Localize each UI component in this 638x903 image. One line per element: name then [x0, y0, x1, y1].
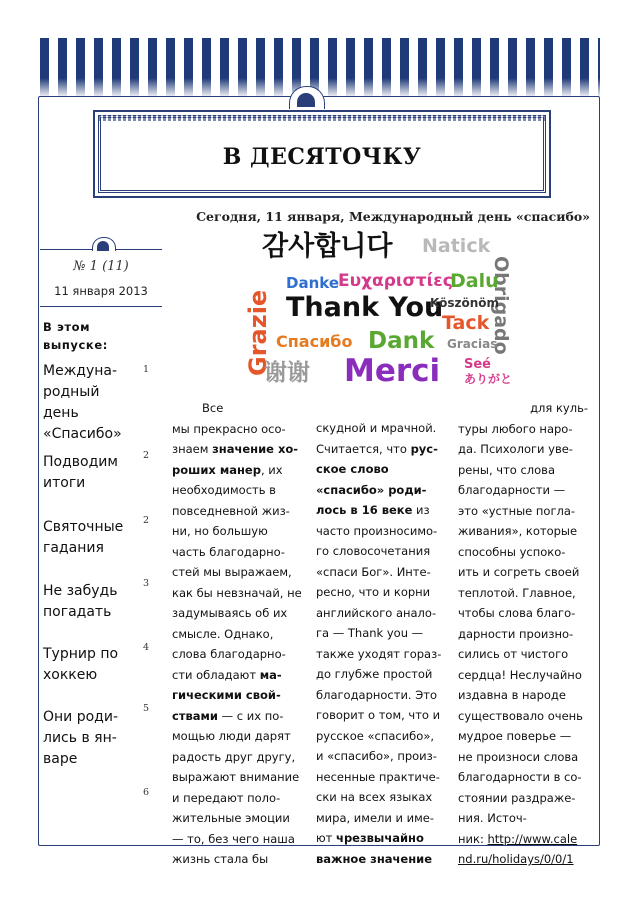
article-line: ют чрезвычайно	[316, 831, 424, 845]
toc-page-number: 2	[143, 450, 150, 461]
article-line: благодарности —	[458, 483, 566, 497]
issue-number: № 1 (11)	[73, 259, 129, 274]
article-line: часто произносимо-	[316, 523, 438, 538]
article-line: и передают поло-	[172, 790, 281, 805]
cloud-word: Tack	[442, 312, 490, 334]
article-line: гическими свой-	[172, 688, 281, 702]
article-line: ствами — с их по-	[172, 708, 284, 723]
cloud-word: Ευχαριστίες	[338, 271, 453, 291]
article-line: сились от чистого	[458, 647, 569, 661]
article-line: сти обладают ма-	[172, 667, 282, 682]
article-line: и «спасибо», произ-	[316, 749, 437, 763]
article-line: издавна в народе	[458, 688, 566, 702]
cloud-word: Seé	[464, 357, 491, 372]
article-line: сердца! Неслучайно	[458, 667, 582, 682]
article-column-2	[316, 418, 446, 869]
newsletter-title: В ДЕСЯТОЧКУ	[222, 144, 422, 170]
cloud-word: Merci	[344, 353, 441, 389]
article-line: радость друг другу,	[172, 749, 296, 764]
toc-item[interactable]: Подводим итоги	[43, 454, 118, 491]
article-line: английского анало-	[316, 605, 437, 620]
toc-item[interactable]: Не забудь погадать	[43, 583, 118, 620]
article-line: ния. Источ-	[458, 811, 527, 825]
cloud-word: Gracias	[447, 337, 498, 351]
article-line: да. Психологи уве-	[458, 442, 573, 456]
article-column-1	[172, 398, 302, 870]
article-line: знаем значение хо-	[172, 442, 299, 456]
article-line: мы прекрасно осо-	[172, 421, 286, 436]
article-line: русское «спасибо»,	[316, 728, 435, 743]
article-line: дарности произно-	[458, 626, 574, 641]
article-line: мощью люди дарят	[172, 729, 291, 743]
article-line: существовало очень	[458, 708, 583, 723]
cloud-word: Danke	[286, 274, 339, 292]
source-link[interactable]: http://www.cale	[487, 831, 578, 846]
in-issue-heading: В этом выпуске:	[43, 320, 108, 352]
cloud-word: Köszönöm	[430, 296, 499, 310]
article-column-3	[458, 398, 588, 870]
article-line: живания», которые	[458, 524, 578, 538]
article-line: говорит о том, что и	[316, 708, 441, 722]
article-line: стоянии раздраже-	[458, 790, 576, 805]
article-line	[458, 849, 588, 870]
article-line: роших манер, их	[172, 462, 283, 477]
article-line: скудной и мрачной.	[316, 421, 437, 435]
article-line: важное значение	[316, 851, 433, 866]
toc-page-number: 6	[143, 787, 150, 798]
article-line: ресно, что и корни	[316, 585, 431, 599]
cloud-word: Thank You	[286, 292, 444, 323]
article-line: это «устные погла-	[458, 503, 576, 518]
article-line: ски на всех языках	[316, 790, 433, 804]
article-line: до глубже простой	[316, 667, 433, 681]
article-line: мудрое поверье —	[458, 729, 572, 743]
toc-item[interactable]: Они роди-лись в ян-варе	[43, 709, 119, 767]
article-line: стей мы выражаем,	[172, 565, 292, 579]
title-box	[98, 115, 546, 193]
thank-you-word-cloud	[244, 230, 536, 388]
article-line: Все	[202, 401, 224, 415]
article-line: ник: http://www.cale	[458, 831, 578, 846]
article-line: несенные практиче-	[316, 769, 440, 784]
sidebar-divider	[40, 306, 162, 307]
article-line: выражают внимание	[172, 770, 300, 784]
page-subtitle: Сегодня, 11 января, Международный день «спасибо»	[196, 209, 590, 224]
article-line: Считается, что рус-	[316, 441, 438, 456]
cloud-word: Dank	[368, 328, 435, 354]
toc-page-number: 5	[143, 703, 150, 714]
toc-item[interactable]: Турнир по хоккею	[43, 646, 119, 683]
cloud-word: Grazie	[244, 289, 272, 376]
article-line: «спасибо» роди-	[316, 482, 427, 497]
article-line: — то, без чего наша	[172, 831, 295, 846]
article-line: способны успоко-	[458, 544, 566, 559]
article-line: задумываясь об их	[172, 606, 288, 620]
toc-item[interactable]: Святочные гадания	[43, 519, 124, 556]
article-line: лось в 16 веке из	[316, 503, 430, 517]
article-line: рены, что слова	[458, 462, 556, 477]
cloud-word: Natick	[422, 235, 491, 257]
article-line: теплотой. Главное,	[458, 585, 576, 600]
article-line: благодарности в со-	[458, 770, 582, 784]
article-line: туры любого наро-	[458, 421, 573, 436]
source-link[interactable]: nd.ru/holidays/0/0/1	[458, 852, 574, 866]
article-line: чтобы слова благо-	[458, 606, 576, 620]
article-line: повседневной жиз-	[172, 503, 290, 518]
article-line: мира, имели и име-	[316, 810, 435, 825]
article-line: ское слово	[316, 462, 389, 476]
article-line: благодарности. Это	[316, 687, 437, 702]
cloud-word: Спасибо	[276, 332, 353, 351]
cloud-word: Obrigado	[490, 256, 512, 355]
cloud-word: 감사합니다	[262, 231, 393, 262]
article-line: также уходят гораз-	[316, 646, 442, 661]
article-line: «спаси Бог». Инте-	[316, 564, 431, 579]
article-line: необходимость в	[172, 483, 276, 497]
article-line: не произноси слова	[458, 749, 579, 764]
article-line: для куль-	[530, 401, 588, 415]
article-line: жительные эмоции	[172, 811, 290, 825]
toc-item[interactable]: Междуна-родный день «Спасибо»	[43, 363, 122, 442]
toc-page-number: 1	[143, 364, 150, 375]
toc-page-number: 2	[143, 515, 150, 526]
article-line: часть благодарно-	[172, 544, 285, 559]
article-line: га — Thank you —	[316, 626, 424, 640]
toc-page-number: 4	[143, 642, 150, 653]
cloud-word: Dalu	[450, 270, 499, 292]
article-line: ни, но большую	[172, 524, 268, 538]
toc-page-number: 3	[143, 578, 150, 589]
sidebar-emblem-icon	[92, 237, 116, 251]
cloud-word: ありがと	[464, 372, 513, 386]
issue-date: 11 января 2013	[54, 284, 148, 298]
article-line: го словосочетания	[316, 544, 431, 558]
article-line: смысле. Однако,	[172, 626, 274, 641]
cloud-word: 谢谢	[264, 360, 310, 386]
article-line: слова благодарно-	[172, 647, 286, 661]
article-line: ить и согреть своей	[458, 565, 580, 579]
article-line: как бы невзначай, не	[172, 585, 302, 600]
article-line: жизнь стала бы	[172, 852, 269, 866]
